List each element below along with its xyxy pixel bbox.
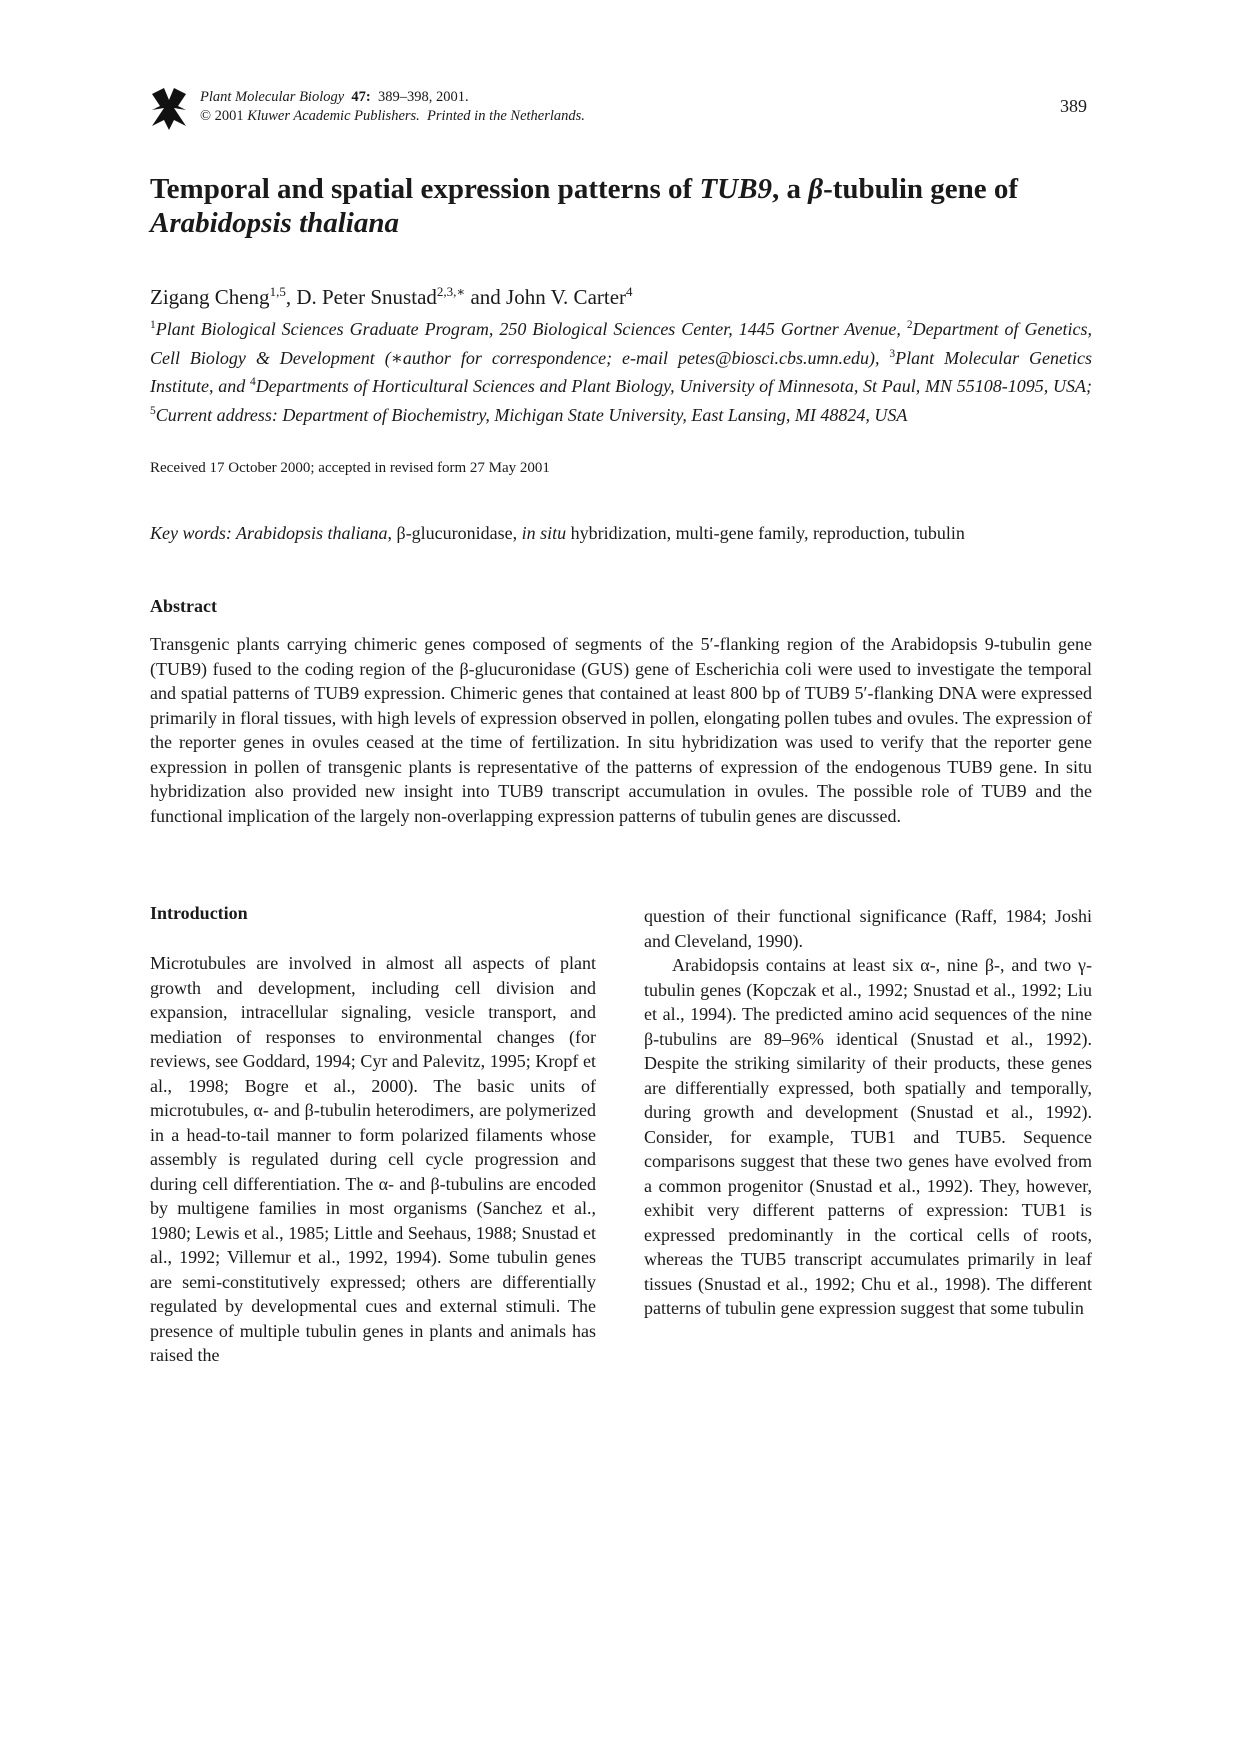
author-3: and John V. Carter	[465, 285, 627, 309]
title-beta: β	[808, 173, 824, 205]
journal-pages: 389–398, 2001.	[378, 89, 469, 105]
author-2: , D. Peter Snustad	[285, 285, 437, 309]
abstract-text: Transgenic plants carrying chimeric genes composed of segments of the 5′-flanking region of the Arabidopsis 9-tubulin gene (TUB9) fused to the coding region of the β-glucuronidase (GUS) gene of Escherichia coli were used to investigate the temporal and spatial patterns of TUB9 expression. Chimeric genes that contained at least 800 bp of TUB9 5′-flanking DNA were expressed primarily in floral tissues, with high levels of expression observed in pollen, elongating pollen tubes and ovules. The expression of the reporter genes in ovules ceased at the time of fertilization. In situ hybridization was used to verify that the reporter gene expression in pollen of transgenic plants is representative of the patterns of expression of the endogenous TUB9 gene. In situ hybridization also provided new insight into TUB9 transcript accumulation in ovules. The possible role of TUB9 and the functional implication of the largely non-overlapping expression patterns of tubulin genes are discussed.	[150, 634, 1092, 826]
body-column-left	[150, 951, 596, 1368]
keywords-label: Key words:	[150, 523, 237, 543]
keyword: in situ	[521, 523, 567, 543]
affil-text: Plant Biological Sciences Graduate Program, 250 Biological Sciences Center, 1445 Gortner Avenue,	[155, 319, 907, 339]
paragraph: Microtubules are involved in almost all aspects of plant growth and development, including cell division and expansion, intracellular signaling, vesicle transport, and mediation of responses to environmental changes (for reviews, see Goddard, 1994; Cyr and Palevitz, 1995; Kropf et al., 1998; Bogre et al., 2000). The basic units of microtubules, α- and β-tubulin heterodimers, are polymerized in a head-to-tail manner to form polarized filaments whose assembly is regulated during cell cycle progression and during cell differentiation. The α- and β-tubulins are encoded by multigene families in most organisms (Sanchez et al., 1980; Lewis et al., 1985; Little and Seehaus, 1988; Snustad et al., 1992; Villemur et al., 1992, 1994). Some tubulin genes are semi-constitutively expressed; others are differentially regulated by developmental cues and external stimuli. The presence of multiple tubulin genes in plants and animals has raised the	[150, 953, 596, 1365]
author-3-sup: 4	[626, 284, 633, 299]
title-species: Arabidopsis thaliana	[150, 207, 399, 239]
abstract-heading: Abstract	[150, 596, 217, 616]
author-1: Zigang Cheng	[150, 285, 270, 309]
keywords	[150, 523, 1095, 544]
affil-text: Department of Genetics, Cell Biology & Development (∗author for correspondence; e-mail petes@biosci.cbs.umn.edu),	[150, 319, 1092, 368]
publisher: Kluwer Academic Publishers.	[247, 108, 420, 124]
affiliations	[150, 313, 1092, 427]
title-part1: Temporal and spatial expression patterns of	[150, 173, 700, 205]
paragraph: Arabidopsis contains at least six α-, nine β-, and two γ-tubulin genes (Kopczak et al., 1992; Snustad et al., 1992; Liu et al., 1994). The predicted amino acid sequences of the nine β-tubulins are 89–96% identical (Snustad et al., 1992). Despite the striking similarity of their products, these genes are differentially expressed, both spatially and temporally, during growth and development (Snustad et al., 1992). Consider, for example, TUB1 and TUB5. Sequence comparisons suggest that these two genes have evolved from a common progenitor (Snustad et al., 1992). They, however, exhibit very different patterns of expression: TUB1 is expressed predominantly in the cortical cells of roots, whereas the TUB5 transcript accumulates primarily in leaf tissues (Snustad et al., 1992; Chu et al., 1998). The different patterns of tubulin gene expression suggest that some tubulin	[644, 955, 1092, 1318]
affil-sup: 4	[249, 376, 256, 388]
affil-sup: 3	[889, 347, 896, 360]
title-gene: TUB9	[699, 173, 772, 205]
author-2-sup: 2,3,∗	[436, 284, 466, 299]
paper-title	[150, 172, 1090, 240]
author-1-sup: 1,5	[269, 284, 286, 299]
affil-text: Departments of Horticultural Sciences and Plant Biology, University of Minnesota, St Paul, MN 55108-1095, USA;	[255, 376, 1092, 396]
journal-header	[200, 88, 585, 126]
received-dates: Received 17 October 2000; accepted in revised form 27 May 2001	[150, 460, 550, 476]
introduction-heading: Introduction	[150, 903, 248, 923]
page-number: 389	[1060, 96, 1087, 116]
affil-sup: 1	[150, 319, 156, 331]
keyword: hybridization, multi-gene family, reproduction, tubulin	[566, 523, 965, 543]
body-column-right	[644, 904, 1092, 1321]
journal-volume: 47:	[351, 89, 371, 105]
keyword: , β-glucuronidase,	[387, 523, 522, 543]
journal-name: Plant Molecular Biology	[200, 89, 345, 105]
affil-text: Current address: Department of Biochemistry, Michigan State University, East Lansing, MI 48824, USA	[155, 404, 908, 425]
printed-note: Printed in the Netherlands.	[427, 108, 585, 124]
affil-sup: 5	[150, 404, 156, 417]
keyword: Arabidopsis thaliana	[236, 523, 388, 543]
title-part3: -tubulin gene of	[823, 173, 1019, 205]
affil-sup: 2	[906, 319, 913, 331]
paragraph: question of their functional significance (Raff, 1984; Joshi and Cleveland, 1990).	[644, 906, 1092, 951]
copyright: © 2001	[200, 108, 244, 124]
author-list	[150, 284, 633, 310]
affil-text: Plant Molecular Genetics Institute, and	[150, 347, 1092, 396]
title-part2: , a	[771, 173, 809, 205]
publisher-logo-icon	[150, 86, 188, 132]
